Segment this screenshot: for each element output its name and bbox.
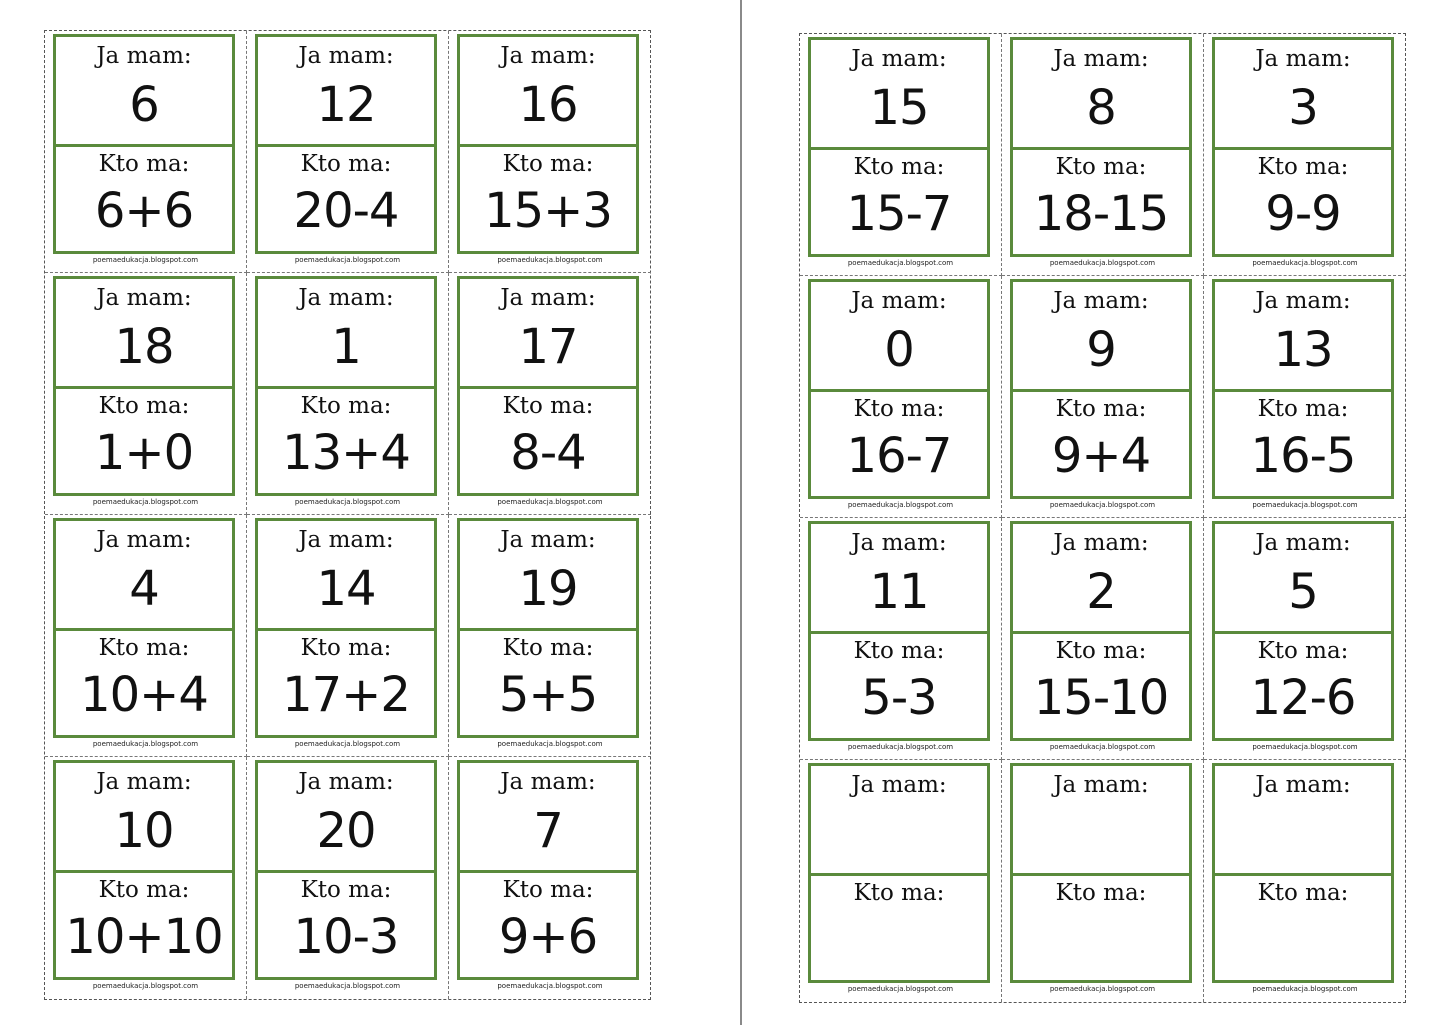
who-has-label: Kto ma: xyxy=(1257,638,1349,664)
who-has-section xyxy=(811,147,987,254)
who-has-expression: 10-3 xyxy=(293,909,399,965)
who-has-section xyxy=(1215,389,1391,496)
card-footer-url: poemaedukacja.blogspot.com xyxy=(1252,743,1358,751)
card-cell xyxy=(800,760,1002,1002)
have-section xyxy=(258,279,434,386)
bingo-card xyxy=(457,276,639,496)
bingo-card xyxy=(457,34,639,254)
card-footer-url: poemaedukacja.blogspot.com xyxy=(497,982,603,990)
have-label: Ja mam: xyxy=(1053,288,1149,314)
who-has-expression: 12-6 xyxy=(1250,670,1356,726)
have-value: 17 xyxy=(518,319,578,375)
card-cell xyxy=(247,273,449,515)
have-value: 19 xyxy=(518,561,578,617)
have-value: 11 xyxy=(869,564,929,620)
have-label: Ja mam: xyxy=(1255,772,1351,798)
who-has-expression: 16-7 xyxy=(846,428,952,484)
who-has-label: Kto ma: xyxy=(300,151,392,177)
who-has-expression: 1+0 xyxy=(94,425,194,481)
who-has-expression: 20-4 xyxy=(293,183,399,239)
have-section xyxy=(1215,766,1391,873)
who-has-section xyxy=(56,870,232,977)
who-has-label: Kto ma: xyxy=(98,635,190,661)
card-footer-url: poemaedukacja.blogspot.com xyxy=(847,259,954,267)
card-footer-url: poemaedukacja.blogspot.com xyxy=(497,740,603,748)
who-has-label: Kto ma: xyxy=(853,880,945,906)
have-section xyxy=(811,282,987,389)
who-has-label: Kto ma: xyxy=(502,635,594,661)
have-label: Ja mam: xyxy=(96,527,192,553)
have-section xyxy=(258,37,434,144)
who-has-label: Kto ma: xyxy=(853,154,945,180)
have-section xyxy=(1013,40,1189,147)
have-value: 15 xyxy=(869,80,929,136)
bingo-card xyxy=(1010,37,1192,257)
bingo-card xyxy=(808,521,990,741)
have-value: 20 xyxy=(316,803,376,859)
have-label: Ja mam: xyxy=(1053,772,1149,798)
have-section xyxy=(258,521,434,628)
have-section xyxy=(811,524,987,631)
have-section xyxy=(56,521,232,628)
have-section xyxy=(1013,282,1189,389)
page-divider xyxy=(740,0,742,1025)
have-value: 5 xyxy=(1288,564,1318,620)
card-footer-url: poemaedukacja.blogspot.com xyxy=(294,498,401,506)
who-has-label: Kto ma: xyxy=(300,877,392,903)
card-sheet-right xyxy=(799,33,1406,1003)
have-value: 3 xyxy=(1288,80,1318,136)
who-has-label: Kto ma: xyxy=(300,635,392,661)
who-has-expression: 15+3 xyxy=(484,183,612,239)
bingo-card xyxy=(1010,279,1192,499)
card-cell xyxy=(800,276,1002,518)
have-label: Ja mam: xyxy=(1255,288,1351,314)
card-footer-url: poemaedukacja.blogspot.com xyxy=(1252,259,1358,267)
card-cell xyxy=(1204,760,1406,1002)
bingo-card xyxy=(457,760,639,980)
have-value: 0 xyxy=(884,322,914,378)
bingo-card xyxy=(1212,37,1394,257)
who-has-expression: 17+2 xyxy=(282,667,410,723)
card-cell xyxy=(1002,518,1204,760)
who-has-section xyxy=(1215,873,1391,980)
have-label: Ja mam: xyxy=(298,527,394,553)
card-footer-url: poemaedukacja.blogspot.com xyxy=(1049,743,1156,751)
card-cell xyxy=(1002,276,1204,518)
who-has-expression: 8-4 xyxy=(510,425,586,481)
have-value: 8 xyxy=(1086,80,1116,136)
have-label: Ja mam: xyxy=(500,769,596,795)
who-has-label: Kto ma: xyxy=(1257,880,1349,906)
have-label: Ja mam: xyxy=(500,285,596,311)
who-has-label: Kto ma: xyxy=(1055,396,1147,422)
card-footer-url: poemaedukacja.blogspot.com xyxy=(1252,501,1358,509)
bingo-card xyxy=(1212,279,1394,499)
who-has-label: Kto ma: xyxy=(98,151,190,177)
who-has-expression: 13+4 xyxy=(282,425,410,481)
who-has-label: Kto ma: xyxy=(300,393,392,419)
bingo-card xyxy=(457,518,639,738)
card-cell xyxy=(247,31,449,273)
who-has-expression: 10+10 xyxy=(65,909,223,965)
who-has-section xyxy=(56,144,232,251)
who-has-section xyxy=(460,870,636,977)
bingo-card xyxy=(1010,763,1192,983)
have-section xyxy=(460,37,636,144)
card-footer-url: poemaedukacja.blogspot.com xyxy=(1252,985,1358,993)
who-has-section xyxy=(811,873,987,980)
have-section xyxy=(1215,282,1391,389)
bingo-card xyxy=(53,518,235,738)
have-section xyxy=(1215,524,1391,631)
who-has-expression: 15-7 xyxy=(846,186,952,242)
bingo-card xyxy=(255,518,437,738)
who-has-expression: 5+5 xyxy=(498,667,598,723)
who-has-expression: 9+4 xyxy=(1051,428,1151,484)
who-has-section xyxy=(460,386,636,493)
card-footer-url: poemaedukacja.blogspot.com xyxy=(497,498,603,506)
card-cell xyxy=(800,518,1002,760)
have-value: 4 xyxy=(129,561,159,617)
who-has-section xyxy=(1013,389,1189,496)
who-has-label: Kto ma: xyxy=(1055,880,1147,906)
card-cell xyxy=(449,31,651,273)
have-value: 7 xyxy=(533,803,563,859)
bingo-card xyxy=(53,34,235,254)
have-label: Ja mam: xyxy=(851,46,947,72)
card-cell xyxy=(45,757,247,999)
bingo-card xyxy=(53,760,235,980)
have-section xyxy=(811,40,987,147)
card-footer-url: poemaedukacja.blogspot.com xyxy=(497,256,603,264)
card-cell xyxy=(247,515,449,757)
card-cell xyxy=(1002,34,1204,276)
have-section xyxy=(460,763,636,870)
card-cell xyxy=(1204,518,1406,760)
card-footer-url: poemaedukacja.blogspot.com xyxy=(847,501,954,509)
card-cell xyxy=(1204,34,1406,276)
who-has-section xyxy=(1215,631,1391,738)
card-cell xyxy=(247,757,449,999)
who-has-section xyxy=(811,631,987,738)
have-value: 10 xyxy=(114,803,174,859)
bingo-card xyxy=(808,37,990,257)
who-has-label: Kto ma: xyxy=(98,877,190,903)
card-cell xyxy=(45,31,247,273)
card-sheet-left xyxy=(44,30,651,1000)
card-footer-url: poemaedukacja.blogspot.com xyxy=(92,256,199,264)
who-has-label: Kto ma: xyxy=(1055,638,1147,664)
card-footer-url: poemaedukacja.blogspot.com xyxy=(1049,501,1156,509)
who-has-label: Kto ma: xyxy=(853,638,945,664)
have-label: Ja mam: xyxy=(851,772,947,798)
who-has-label: Kto ma: xyxy=(502,393,594,419)
have-value: 2 xyxy=(1086,564,1116,620)
card-footer-url: poemaedukacja.blogspot.com xyxy=(1049,985,1156,993)
bingo-card xyxy=(808,763,990,983)
have-section xyxy=(258,763,434,870)
who-has-label: Kto ma: xyxy=(1055,154,1147,180)
bingo-card xyxy=(255,276,437,496)
card-footer-url: poemaedukacja.blogspot.com xyxy=(92,498,199,506)
who-has-expression: 6+6 xyxy=(94,183,194,239)
have-value: 9 xyxy=(1086,322,1116,378)
have-section xyxy=(1215,40,1391,147)
have-section xyxy=(1013,524,1189,631)
card-footer-url: poemaedukacja.blogspot.com xyxy=(1049,259,1156,267)
card-cell xyxy=(800,34,1002,276)
bingo-card xyxy=(255,760,437,980)
who-has-section xyxy=(258,386,434,493)
who-has-expression: 9-9 xyxy=(1265,186,1341,242)
have-value: 13 xyxy=(1273,322,1333,378)
who-has-expression: 5-3 xyxy=(861,670,937,726)
have-value: 16 xyxy=(518,77,578,133)
who-has-label: Kto ma: xyxy=(502,151,594,177)
bingo-card xyxy=(808,279,990,499)
who-has-section xyxy=(56,386,232,493)
who-has-section xyxy=(1013,631,1189,738)
who-has-section xyxy=(56,628,232,735)
card-footer-url: poemaedukacja.blogspot.com xyxy=(847,743,954,751)
have-label: Ja mam: xyxy=(96,285,192,311)
card-cell xyxy=(45,273,247,515)
bingo-card xyxy=(1010,521,1192,741)
have-section xyxy=(56,279,232,386)
who-has-section xyxy=(1013,147,1189,254)
who-has-section xyxy=(1215,147,1391,254)
card-footer-url: poemaedukacja.blogspot.com xyxy=(847,985,954,993)
have-section xyxy=(460,279,636,386)
card-cell xyxy=(1204,276,1406,518)
bingo-card xyxy=(1212,521,1394,741)
card-footer-url: poemaedukacja.blogspot.com xyxy=(92,740,199,748)
bingo-card xyxy=(1212,763,1394,983)
who-has-section xyxy=(258,144,434,251)
who-has-label: Kto ma: xyxy=(502,877,594,903)
have-value: 14 xyxy=(316,561,376,617)
have-label: Ja mam: xyxy=(96,769,192,795)
have-label: Ja mam: xyxy=(851,530,947,556)
who-has-label: Kto ma: xyxy=(1257,396,1349,422)
have-label: Ja mam: xyxy=(500,527,596,553)
have-label: Ja mam: xyxy=(1255,46,1351,72)
have-section xyxy=(811,766,987,873)
who-has-expression: 16-5 xyxy=(1250,428,1356,484)
who-has-label: Kto ma: xyxy=(853,396,945,422)
who-has-expression: 9+6 xyxy=(498,909,598,965)
have-value: 6 xyxy=(129,77,159,133)
who-has-label: Kto ma: xyxy=(1257,154,1349,180)
who-has-section xyxy=(460,144,636,251)
card-cell xyxy=(449,273,651,515)
have-label: Ja mam: xyxy=(298,769,394,795)
have-label: Ja mam: xyxy=(298,285,394,311)
card-cell xyxy=(449,515,651,757)
have-label: Ja mam: xyxy=(298,43,394,69)
have-value: 12 xyxy=(316,77,376,133)
have-label: Ja mam: xyxy=(1053,46,1149,72)
have-label: Ja mam: xyxy=(1053,530,1149,556)
have-value: 1 xyxy=(331,319,361,375)
have-label: Ja mam: xyxy=(1255,530,1351,556)
have-label: Ja mam: xyxy=(96,43,192,69)
who-has-label: Kto ma: xyxy=(98,393,190,419)
have-section xyxy=(56,763,232,870)
have-section xyxy=(1013,766,1189,873)
bingo-card xyxy=(53,276,235,496)
who-has-section xyxy=(811,389,987,496)
card-cell xyxy=(1002,760,1204,1002)
card-footer-url: poemaedukacja.blogspot.com xyxy=(294,982,401,990)
have-label: Ja mam: xyxy=(851,288,947,314)
card-footer-url: poemaedukacja.blogspot.com xyxy=(294,256,401,264)
card-cell xyxy=(449,757,651,999)
have-section xyxy=(460,521,636,628)
card-footer-url: poemaedukacja.blogspot.com xyxy=(92,982,199,990)
who-has-section xyxy=(258,870,434,977)
who-has-section xyxy=(1013,873,1189,980)
who-has-expression: 10+4 xyxy=(80,667,208,723)
have-value: 18 xyxy=(114,319,174,375)
have-label: Ja mam: xyxy=(500,43,596,69)
card-footer-url: poemaedukacja.blogspot.com xyxy=(294,740,401,748)
who-has-section xyxy=(460,628,636,735)
have-section xyxy=(56,37,232,144)
who-has-expression: 15-10 xyxy=(1033,670,1169,726)
who-has-section xyxy=(258,628,434,735)
who-has-expression: 18-15 xyxy=(1033,186,1169,242)
card-cell xyxy=(45,515,247,757)
bingo-card xyxy=(255,34,437,254)
